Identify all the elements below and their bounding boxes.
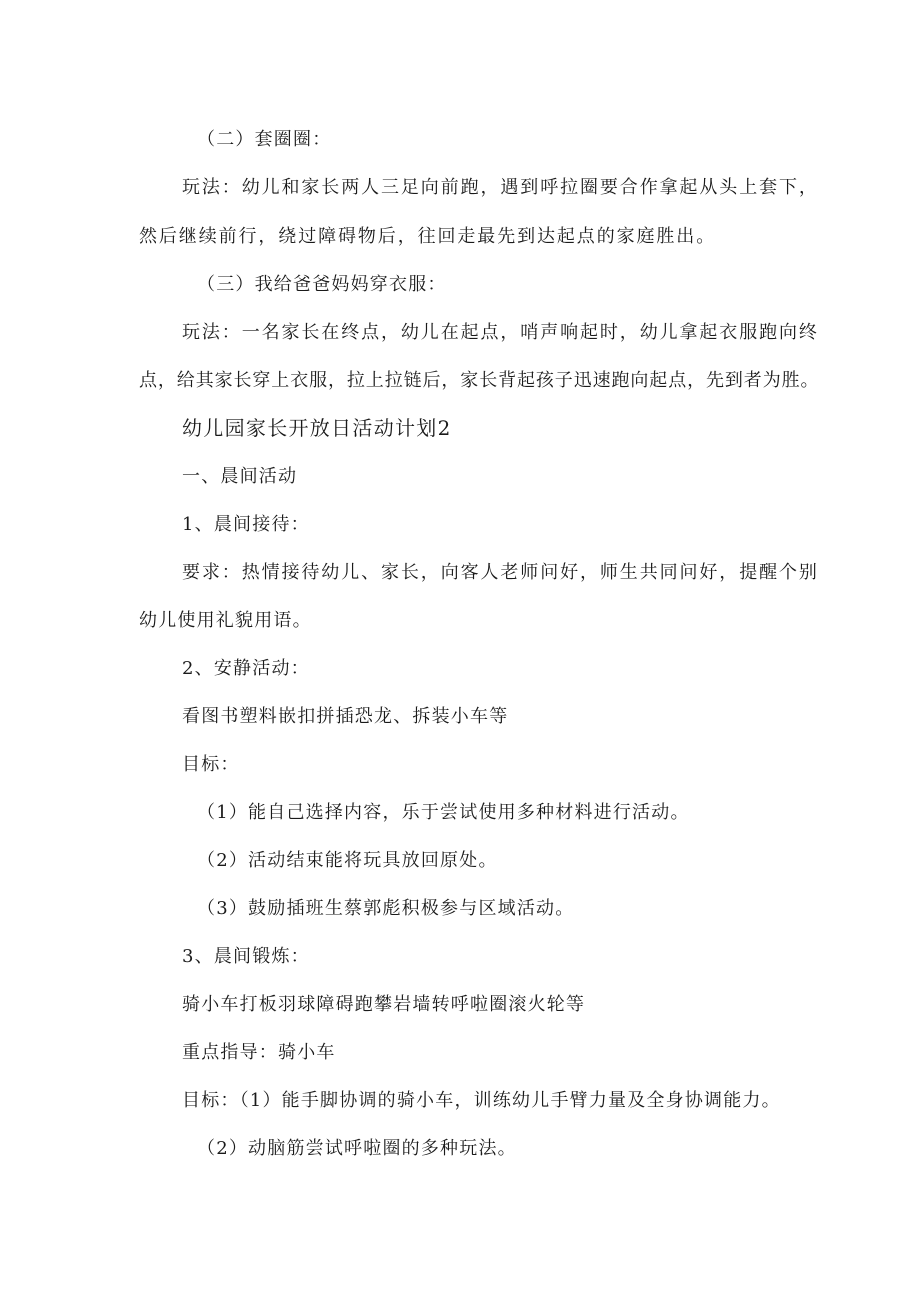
item1-requirement-line1: 要求：热情接待幼儿、家长，向客人老师问好，师生共同问好，提醒个别 bbox=[182, 562, 819, 583]
item2-title: 2、安静活动： bbox=[182, 658, 310, 679]
item2-goal-label: 目标： bbox=[182, 754, 240, 775]
item3-content: 骑小车打板羽球障碍跑攀岩墙转呼啦圈滚火轮等 bbox=[182, 994, 586, 1015]
item2-goal-2: （2）活动结束能将玩具放回原处。 bbox=[197, 850, 498, 871]
item2-goal-1: （1）能自己选择内容，乐于尝试使用多种材料进行活动。 bbox=[197, 802, 690, 823]
item2-goal-3: （3）鼓励插班生蔡郭彪积极参与区域活动。 bbox=[197, 898, 575, 919]
section1-title: 一、晨间活动 bbox=[182, 466, 298, 487]
game2-rule-line1: 玩法：幼儿和家长两人三足向前跑，遇到呼拉圈要合作拿起从头上套下， bbox=[182, 177, 819, 198]
item2-content: 看图书塑料嵌扣拼插恐龙、拆装小车等 bbox=[182, 706, 509, 727]
game2-title: （二）套圈圈： bbox=[197, 129, 332, 150]
game2-rule-line2: 然后继续前行，绕过障碍物后，往回走最先到达起点的家庭胜出。 bbox=[139, 226, 717, 247]
game3-rule-line1: 玩法：一名家长在终点，幼儿在起点，哨声响起时，幼儿拿起衣服跑向终 bbox=[182, 322, 819, 343]
plan2-title: 幼儿园家长开放日活动计划2 bbox=[182, 416, 452, 440]
item1-requirement-line2: 幼儿使用礼貌用语。 bbox=[139, 610, 312, 631]
item3-goal-2: （2）动脑筋尝试呼啦圈的多种玩法。 bbox=[197, 1138, 517, 1159]
game3-title: （三）我给爸爸妈妈穿衣服： bbox=[197, 274, 447, 295]
game3-rule-line2: 点，给其家长穿上衣服，拉上拉链后，家长背起孩子迅速跑向起点，先到者为胜。 bbox=[139, 370, 820, 391]
item3-goal-1: 目标：（1）能手脚协调的骑小车，训练幼儿手臂力量及全身协调能力。 bbox=[182, 1090, 781, 1111]
item3-title: 3、晨间锻炼： bbox=[182, 946, 310, 967]
item3-focus: 重点指导：骑小车 bbox=[182, 1042, 336, 1063]
item1-title: 1、晨间接待： bbox=[182, 514, 310, 535]
